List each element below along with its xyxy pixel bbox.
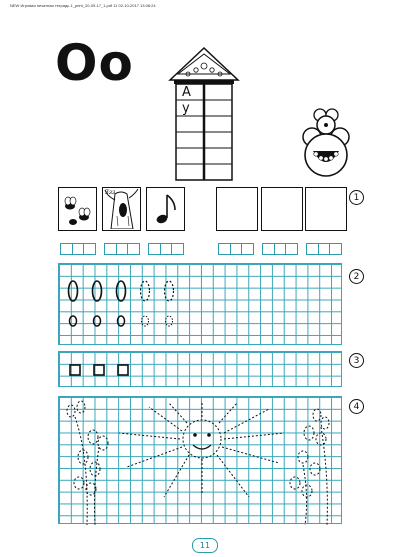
house-cell-1: А <box>182 85 191 100</box>
sound-schema-6 <box>306 243 342 255</box>
oval-tracing-icon <box>59 264 343 346</box>
tree-hollow-icon <box>102 187 141 231</box>
bees-icon <box>58 187 97 231</box>
drawing-grid-sun-flowers <box>58 396 342 524</box>
letter-o-character-icon <box>296 103 352 183</box>
sound-schema-2 <box>104 243 140 255</box>
house-roof-icon <box>164 44 244 184</box>
letter-house <box>164 44 244 184</box>
house-cell-2: у <box>182 101 190 116</box>
task-number-2: 2 <box>349 269 364 284</box>
buzz-text: Ззз <box>105 189 116 196</box>
letter-heading: Оо <box>55 34 134 92</box>
sun-and-flowers-drawing-icon <box>59 397 343 525</box>
sound-schema-1 <box>60 243 96 255</box>
writing-grid-squares <box>58 351 342 387</box>
page-number: 11 <box>192 538 218 553</box>
task-number-4: 4 <box>349 399 364 414</box>
empty-box-3 <box>305 187 347 231</box>
empty-box-2 <box>261 187 303 231</box>
writing-grid-oval <box>58 263 342 345</box>
sound-schema-3 <box>148 243 184 255</box>
music-note-icon <box>146 187 185 231</box>
print-header: NEW Игровая печатная тетрадь 1_print_20-09-17_1.pdf 11 02-10-2017 13:08:24 <box>10 3 156 8</box>
task-number-3: 3 <box>349 353 364 368</box>
task-number-1: 1 <box>349 190 364 205</box>
sound-schema-4 <box>218 243 254 255</box>
empty-box-1 <box>216 187 258 231</box>
sound-schema-5 <box>262 243 298 255</box>
squares-tracing-icon <box>59 352 343 388</box>
